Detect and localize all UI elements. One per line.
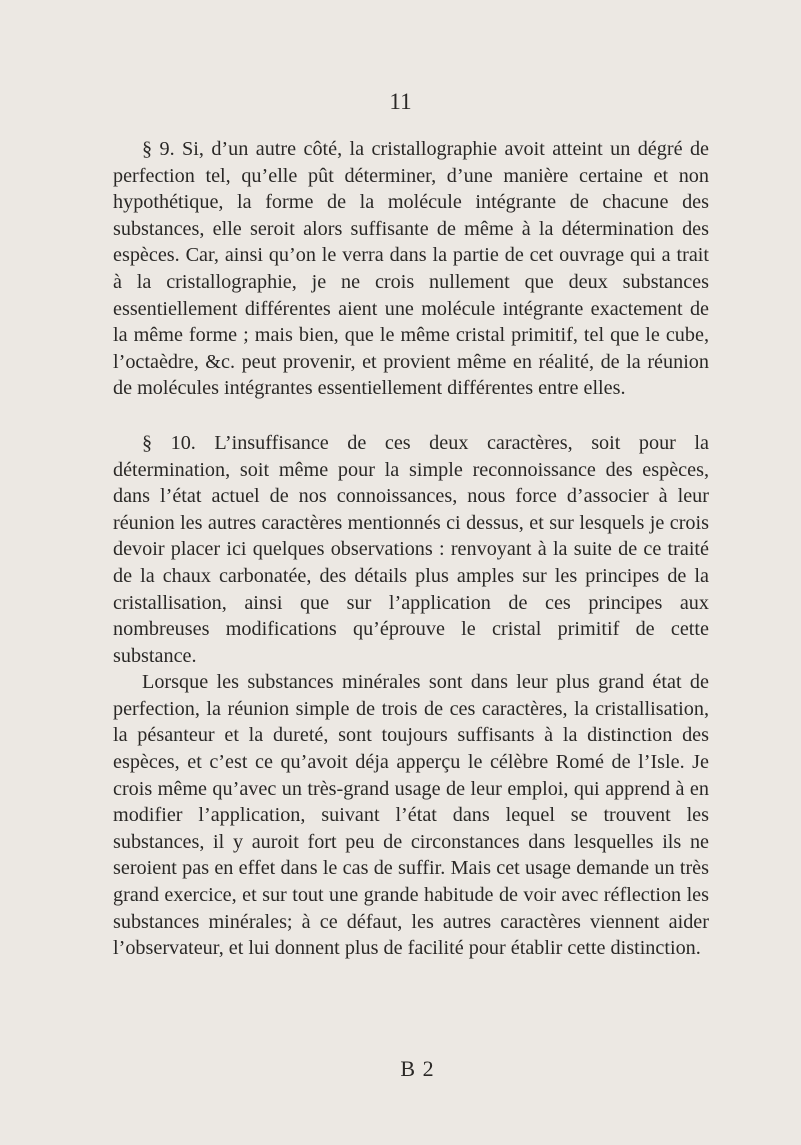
paragraph-section-10: § 10. L’insuffisance de ces deux caractères, soit pour la détermination, soit même pour la simple reconnoissance des espèces, dans l’état actuel de nos connoissances, nous force d’associer à leur réunion les autres caractères mentionnés ci dessus, et sur lesquels je crois devoir placer ici quelques observations : renvoyant à la suite de ce traité de la chaux carbonatée, des détails plus amples sur les principes de la cristallisation, ainsi que sur l’application de ces principes aux nombreuses modifications qu’éprouve le cristal primitif de cette substance. [113, 431, 709, 667]
page-number: 11 [389, 89, 412, 114]
paragraph-section-9: § 9. Si, d’un autre côté, la cristallographie avoit atteint un dégré de perfection tel, qu’elle pût déterminer, d’une manière certaine et non hypothétique, la forme de la molécule intégrante de chacune des substances, elle seroit alors suffisante de même à la détermination des espèces. Car, ainsi qu’on le verra dans la partie de cet ouvrage qui a trait à la cristallographie, je ne crois nullement que deux substances essentiellement différentes aient une molécule intégrante exactement de la même forme ; mais bien, que le même cristal primitif, tel que le cube, l’octaèdre, &c. peut provenir, et provient même en réalité, de la réunion de molécules intégrantes essentiellement différentes entre elles. [113, 138, 709, 400]
body-text [113, 136, 709, 962]
signature-mark: B 2 [400, 1056, 435, 1081]
paragraph-continuation: Lorsque les substances minérales sont dans leur plus grand état de perfection, la réunion simple de trois de ces caractères, la cristallisation, la pésanteur et la dureté, sont toujours suffisants à la distinction des espèces, et c’est ce qu’avoit déja apperçu le célèbre Romé de l’Isle. Je crois même qu’avec un très-grand usage de leur emploi, qui apprend à en modifier l’application, suivant l’état dans lequel se trouvent les substances, il y auroit fort peu de circonstances dans lesquelles ils ne seroient pas en effet dans le cas de suffir. Mais cet usage demande un très grand exercice, et sur tout une grande habitude de voir avec réflection les substances minérales; à ce défaut, les autres caractères viennent aider l’observateur, et lui donnent plus de facilité pour établir cette distinction. [113, 671, 709, 960]
